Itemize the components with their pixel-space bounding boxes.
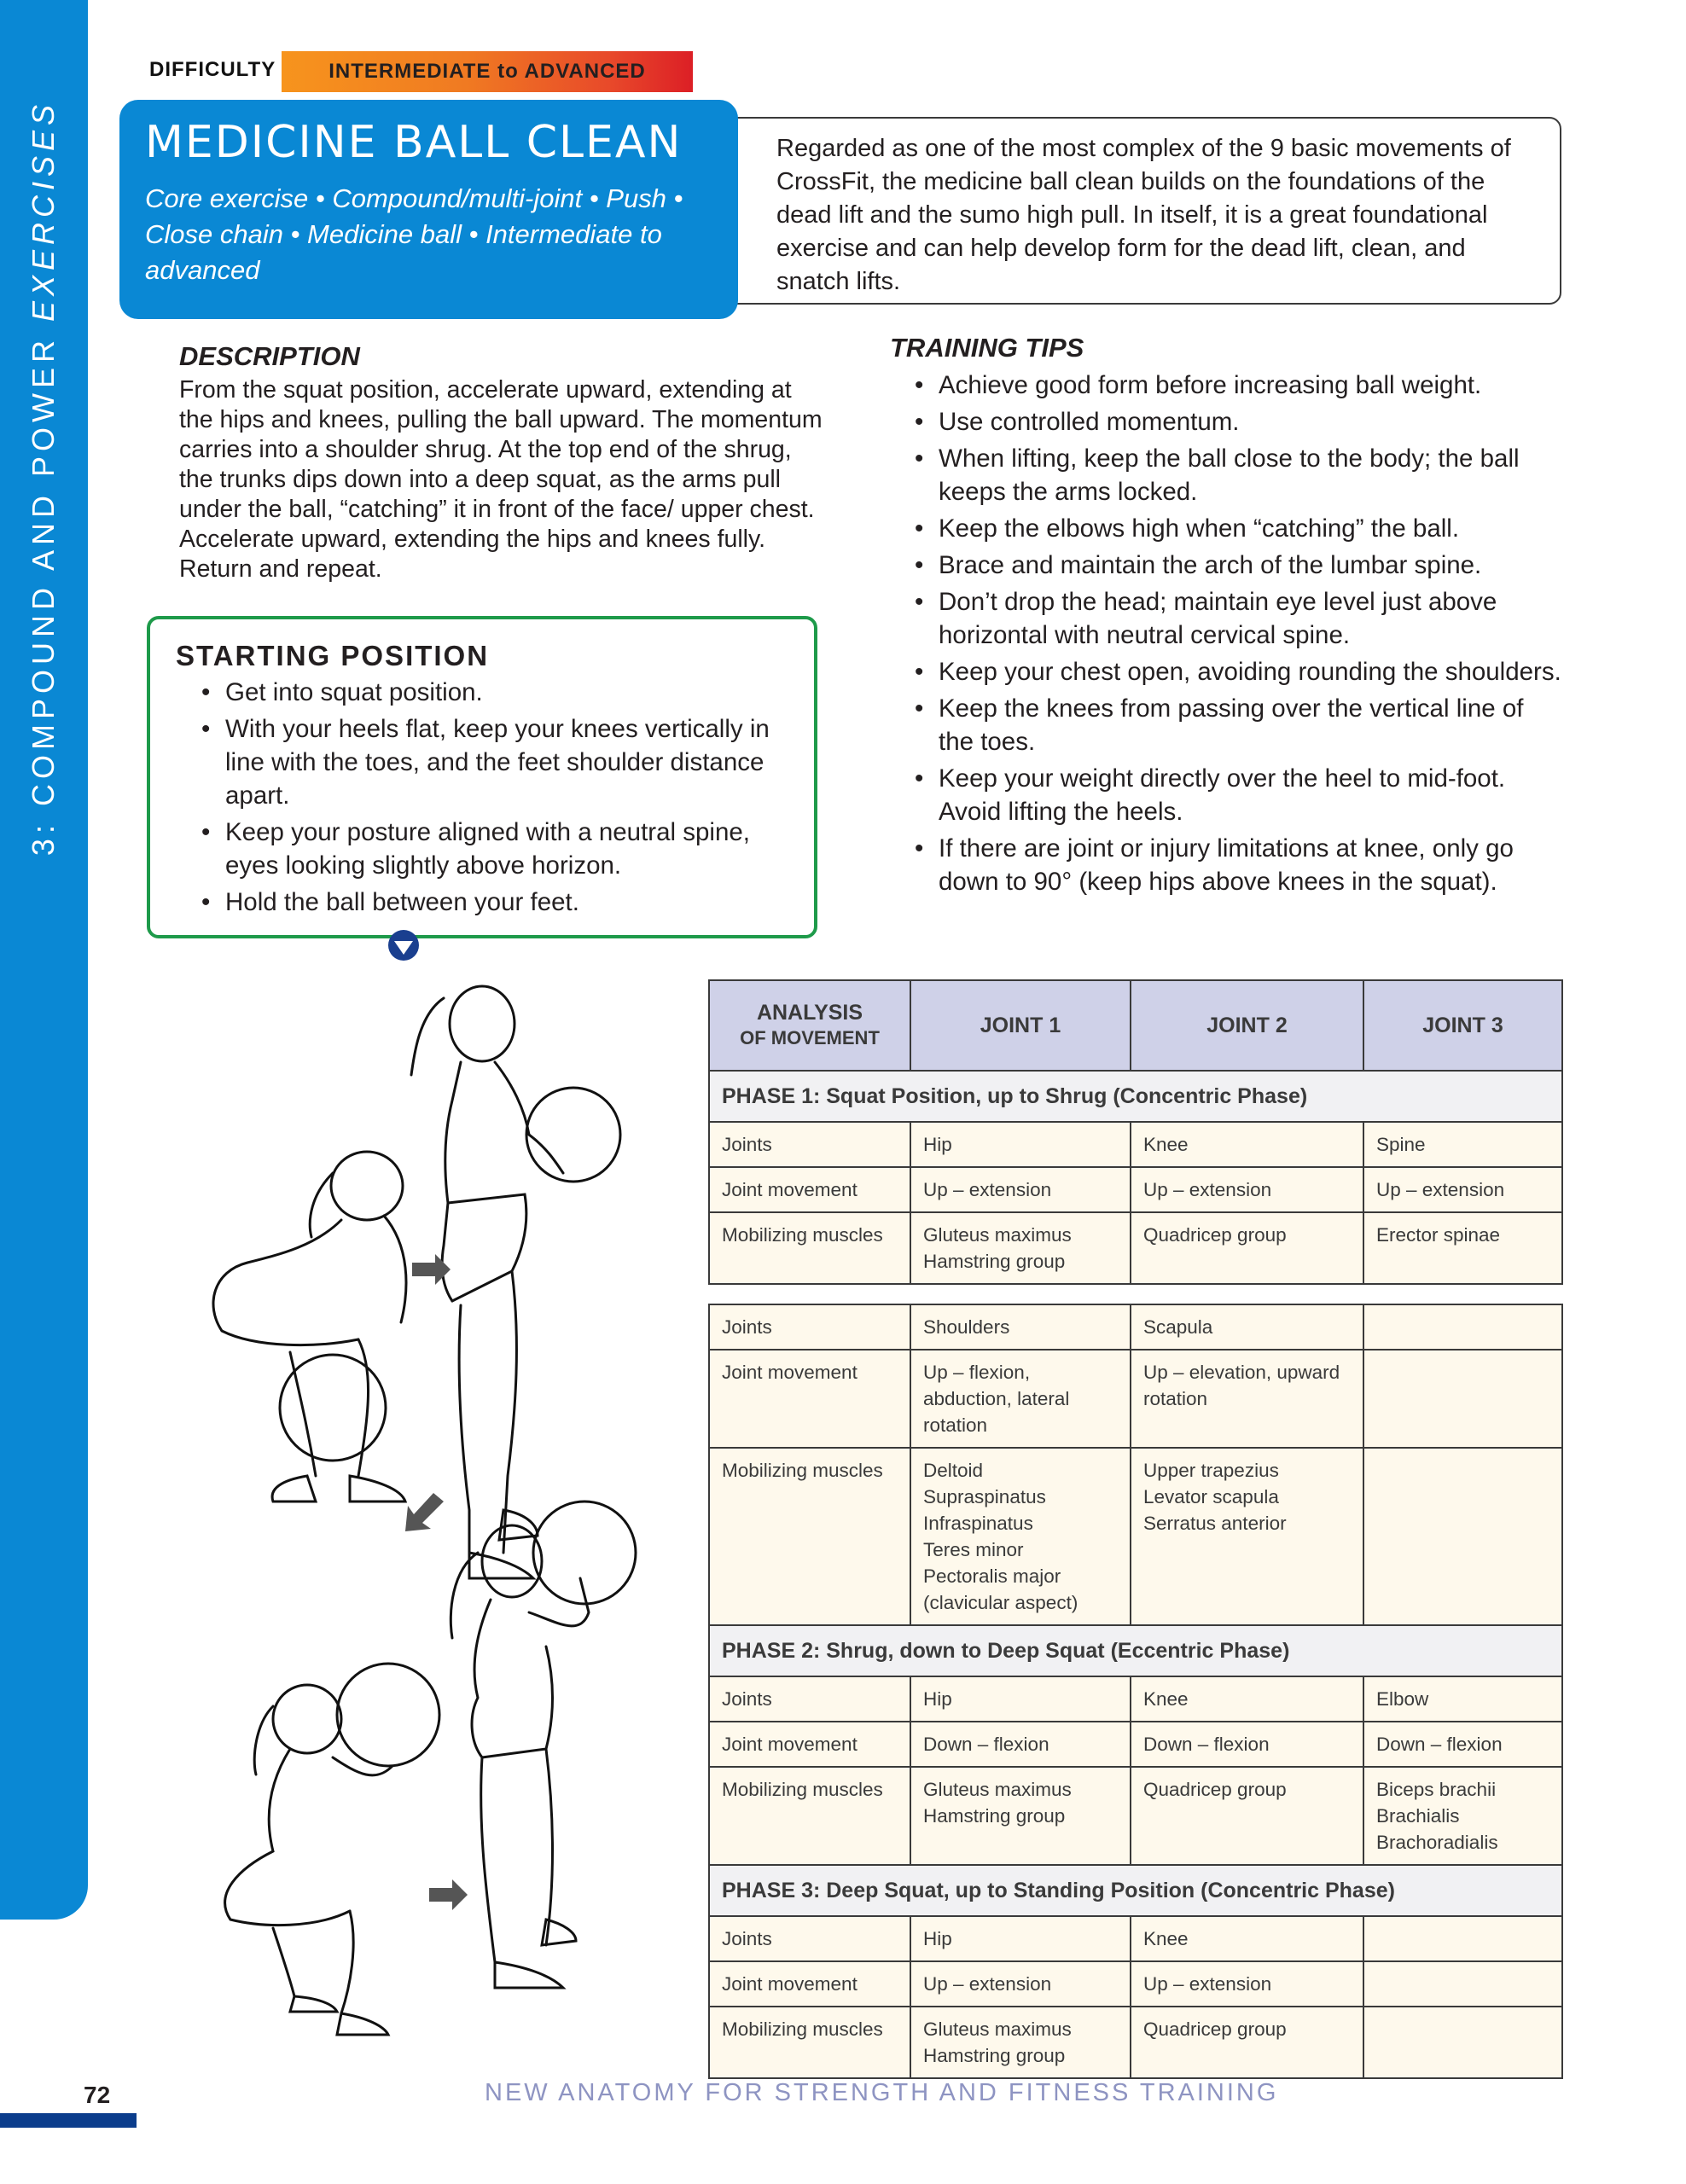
cell-joint-3	[1363, 1767, 1562, 1865]
cell-joint-2	[1131, 1767, 1363, 1865]
table-row	[709, 1448, 1562, 1625]
row-label: Joints	[709, 1304, 910, 1350]
cell-joint-3	[1363, 2007, 1562, 2078]
cell-joint-3	[1363, 1122, 1562, 1167]
cell-line: Brachoradialis	[1376, 1832, 1498, 1853]
tip-item: • Achieve good form before increasing ball weight.	[915, 369, 1563, 402]
cell-line: Down – flexion	[923, 1734, 1049, 1755]
cell-line: Hip	[923, 1928, 952, 1949]
row-label: Joint movement	[709, 1961, 910, 2007]
cell-line: Hamstring group	[923, 2045, 1066, 2066]
cell-joint-3	[1363, 1167, 1562, 1212]
row-label: Mobilizing muscles	[709, 1212, 910, 1284]
cell-line: Quadricep group	[1143, 1224, 1287, 1246]
overhead-figure-icon	[451, 1502, 636, 1988]
table-row	[709, 1212, 1562, 1284]
row-label: Joints	[709, 1676, 910, 1722]
tip-item: • If there are joint or injury limitations at knee, only go down to 90° (keep hips above knees in the squat).	[915, 832, 1563, 898]
table-row	[709, 1916, 1562, 1961]
table-row	[709, 1676, 1562, 1722]
book-title-footer: NEW ANATOMY FOR STRENGTH AND FITNESS TRAINING	[485, 2079, 1279, 2106]
table-row	[709, 2007, 1562, 2078]
description-heading: DESCRIPTION	[179, 341, 360, 371]
cell-line: Up – extension	[1143, 1179, 1272, 1200]
cell-line: Quadricep group	[1143, 1779, 1287, 1800]
squat-figure-icon	[213, 1152, 406, 1502]
cell-joint-1	[910, 1350, 1131, 1448]
cell-joint-2	[1131, 1961, 1363, 2007]
header-joint-2: JOINT 2	[1131, 980, 1363, 1071]
cell-joint-2	[1131, 1122, 1363, 1167]
tip-item: • Brace and maintain the arch of the lumbar spine.	[915, 549, 1563, 582]
cell-joint-1	[910, 1722, 1131, 1767]
tip-item: • When lifting, keep the ball close to the body; the ball keeps the arms locked.	[915, 442, 1563, 508]
cell-line: Erector spinae	[1376, 1224, 1501, 1246]
header-joint-3: JOINT 3	[1363, 980, 1562, 1071]
cell-line: Gluteus maximus	[923, 1224, 1072, 1246]
cell-joint-2	[1131, 1722, 1363, 1767]
phase1-block1	[709, 1122, 1562, 1284]
phase-row	[709, 1865, 1562, 1916]
analysis-of-movement-table	[708, 979, 1561, 2079]
tip-item: • Use controlled momentum.	[915, 405, 1563, 439]
standing-figure-icon	[411, 986, 620, 1578]
row-label: Mobilizing muscles	[709, 1767, 910, 1865]
cell-joint-2	[1131, 2007, 1363, 2078]
table-row	[709, 1350, 1562, 1448]
header-analysis-line1: ANALYSIS	[756, 1001, 863, 1025]
chapter-title-italic: EXERCISES	[26, 99, 61, 322]
cell-joint-1	[910, 1304, 1131, 1350]
phase1-title: PHASE 1: Squat Position, up to Shrug (Concentric Phase)	[709, 1071, 1562, 1122]
phase3-title: PHASE 3: Deep Squat, up to Standing Position (Concentric Phase)	[709, 1865, 1562, 1916]
cell-line: Up – extension	[923, 1179, 1052, 1200]
phase3-rows	[709, 1916, 1562, 2078]
chapter-title	[26, 100, 61, 856]
cell-line: Down – flexion	[1143, 1734, 1270, 1755]
cell-line: Up – extension	[1376, 1179, 1505, 1200]
phase1-block2-table	[708, 1304, 1563, 2079]
cell-joint-2	[1131, 1304, 1363, 1350]
intro-text: Regarded as one of the most complex of the 9 basic movements of CrossFit, the medicine ball clean builds on the foundations of the dead lift and the sumo high pull. In itself, it is a great foundational exercise and can help develop form for the dead lift, clean, and snatch lifts.	[776, 135, 1511, 295]
cell-line: Levator scapula	[1143, 1486, 1279, 1507]
difficulty-label: DIFFICULTY	[149, 58, 276, 81]
row-label: Joint movement	[709, 1167, 910, 1212]
cell-joint-3	[1363, 1676, 1562, 1722]
down-triangle-icon	[388, 930, 419, 961]
arrow-right-icon	[429, 1879, 468, 1910]
cell-line: Upper trapezius	[1143, 1460, 1279, 1481]
table-row	[709, 1961, 1562, 2007]
cell-line: Quadricep group	[1143, 2018, 1287, 2040]
cell-line: Up – extension	[1143, 1973, 1272, 1995]
cell-joint-1	[910, 1448, 1131, 1625]
cell-line: Brachialis	[1376, 1805, 1460, 1827]
table-row	[709, 1167, 1562, 1212]
cell-line: Supraspinatus	[923, 1486, 1046, 1507]
row-label: Mobilizing muscles	[709, 1448, 910, 1625]
tip-item: • Keep your weight directly over the heel to mid-foot. Avoid lifting the heels.	[915, 762, 1563, 828]
cell-line: Down – flexion	[1376, 1734, 1503, 1755]
phase-row	[709, 1071, 1562, 1122]
table-row	[709, 1767, 1562, 1865]
header-analysis-line2: OF MOVEMENT	[740, 1027, 880, 1048]
cell-joint-3	[1363, 1448, 1562, 1625]
starting-position-box	[147, 616, 817, 938]
cell-line: Teres minor	[923, 1539, 1024, 1560]
page-number-bar	[0, 2113, 137, 2128]
cell-joint-2	[1131, 1448, 1363, 1625]
page-number: 72	[84, 2082, 111, 2108]
tip-item: • Keep the elbows high when “catching” the ball.	[915, 512, 1563, 545]
header-analysis	[709, 980, 910, 1071]
intro-box	[725, 117, 1561, 305]
cell-joint-2	[1131, 1916, 1363, 1961]
cell-joint-1	[910, 1122, 1131, 1167]
phase-row	[709, 1625, 1562, 1676]
row-label: Joints	[709, 1122, 910, 1167]
start-item: • Keep your posture aligned with a neutral spine, eyes looking slightly above horizon.	[201, 816, 782, 882]
cell-joint-1	[910, 1676, 1131, 1722]
cell-line: Up – elevation, upward rotation	[1143, 1362, 1340, 1409]
cell-line: Pectoralis major (clavicular aspect)	[923, 1565, 1078, 1613]
cell-joint-2	[1131, 1212, 1363, 1284]
row-label: Joint movement	[709, 1350, 910, 1448]
cell-line: Hamstring group	[923, 1805, 1066, 1827]
cell-line: Shoulders	[923, 1316, 1010, 1338]
cell-line: Elbow	[1376, 1688, 1429, 1710]
cell-joint-1	[910, 1767, 1131, 1865]
cell-joint-1	[910, 1916, 1131, 1961]
cell-joint-3	[1363, 1304, 1562, 1350]
cell-line: Gluteus maximus	[923, 1779, 1072, 1800]
cell-line: Up – flexion, abduction, lateral rotation	[923, 1362, 1070, 1436]
training-tips-heading: TRAINING TIPS	[890, 333, 1084, 363]
phase1-table	[708, 979, 1563, 1285]
cell-line: Hip	[923, 1134, 952, 1155]
phase2-rows	[709, 1676, 1562, 1865]
exercise-tags: Core exercise • Compound/multi-joint • Push • Close chain • Medicine ball • Intermediate to advanced	[145, 183, 683, 286]
table-row	[709, 1122, 1562, 1167]
description-text: From the squat position, accelerate upward, extending at the hips and knees, pulling the ball upward. The momentum carries into a shoulder shrug. At the top end of the shrug, the trunks dips down into a deep squat, as the arms pull under the ball, “catching” it in front of the face/ upper chest. Accelerate upward, extending the hips and knees fully. Return and repeat.	[179, 376, 823, 583]
cell-line: Infraspinatus	[923, 1513, 1033, 1534]
starting-position-heading: STARTING POSITION	[176, 640, 490, 671]
training-tips-list	[915, 369, 1563, 902]
cell-line: Knee	[1143, 1134, 1189, 1155]
cell-joint-1	[910, 1212, 1131, 1284]
tip-item: • Don’t drop the head; maintain eye level just above horizontal with neutral cervical spine.	[915, 585, 1563, 652]
header-joint-1: JOINT 1	[910, 980, 1131, 1071]
cell-joint-3	[1363, 1350, 1562, 1448]
cell-line: Up – extension	[923, 1973, 1052, 1995]
chapter-title-main: 3: COMPOUND AND POWER	[26, 322, 61, 857]
tip-item: • Keep your chest open, avoiding rounding the shoulders.	[915, 655, 1563, 688]
chapter-sidebar	[0, 0, 88, 1920]
table-header-row	[709, 980, 1562, 1071]
cell-line: Serratus anterior	[1143, 1513, 1287, 1534]
exercise-illustration	[188, 964, 648, 2039]
start-item: • With your heels flat, keep your knees vertically in line with the toes, and the feet shoulder distance apart.	[201, 712, 782, 812]
exercise-title: MEDICINE BALL CLEAN	[145, 117, 683, 168]
tip-item: • Keep the knees from passing over the vertical line of the toes.	[915, 692, 1563, 758]
phase2-title: PHASE 2: Shrug, down to Deep Squat (Eccentric Phase)	[709, 1625, 1562, 1676]
row-label: Joint movement	[709, 1722, 910, 1767]
catch-squat-figure-icon	[225, 1664, 439, 2035]
start-item: • Get into squat position.	[201, 676, 782, 709]
cell-joint-1	[910, 1961, 1131, 2007]
cell-line: Knee	[1143, 1928, 1189, 1949]
starting-position-list	[201, 676, 782, 922]
cell-line: Hip	[923, 1688, 952, 1710]
table-row	[709, 1722, 1562, 1767]
cell-line: Spine	[1376, 1134, 1426, 1155]
exercise-header	[119, 100, 738, 319]
cell-line: Scapula	[1143, 1316, 1213, 1338]
cell-joint-3	[1363, 1212, 1562, 1284]
cell-joint-1	[910, 1167, 1131, 1212]
table-row	[709, 1304, 1562, 1350]
difficulty-value: INTERMEDIATE to ADVANCED	[328, 60, 646, 83]
cell-line: Deltoid	[923, 1460, 984, 1481]
cell-line: Knee	[1143, 1688, 1189, 1710]
row-label: Joints	[709, 1916, 910, 1961]
cell-joint-1	[910, 2007, 1131, 2078]
cell-joint-2	[1131, 1167, 1363, 1212]
start-item: • Hold the ball between your feet.	[201, 886, 782, 919]
row-label: Mobilizing muscles	[709, 2007, 910, 2078]
cell-joint-2	[1131, 1676, 1363, 1722]
phase1-block2	[709, 1304, 1562, 1625]
cell-joint-2	[1131, 1350, 1363, 1448]
cell-joint-3	[1363, 1722, 1562, 1767]
cell-joint-3	[1363, 1961, 1562, 2007]
cell-line: Biceps brachii	[1376, 1779, 1497, 1800]
cell-line: Gluteus maximus	[923, 2018, 1072, 2040]
arrow-down-left-icon	[405, 1493, 444, 1531]
cell-joint-3	[1363, 1916, 1562, 1961]
cell-line: Hamstring group	[923, 1251, 1066, 1272]
difficulty-badge	[282, 51, 693, 92]
